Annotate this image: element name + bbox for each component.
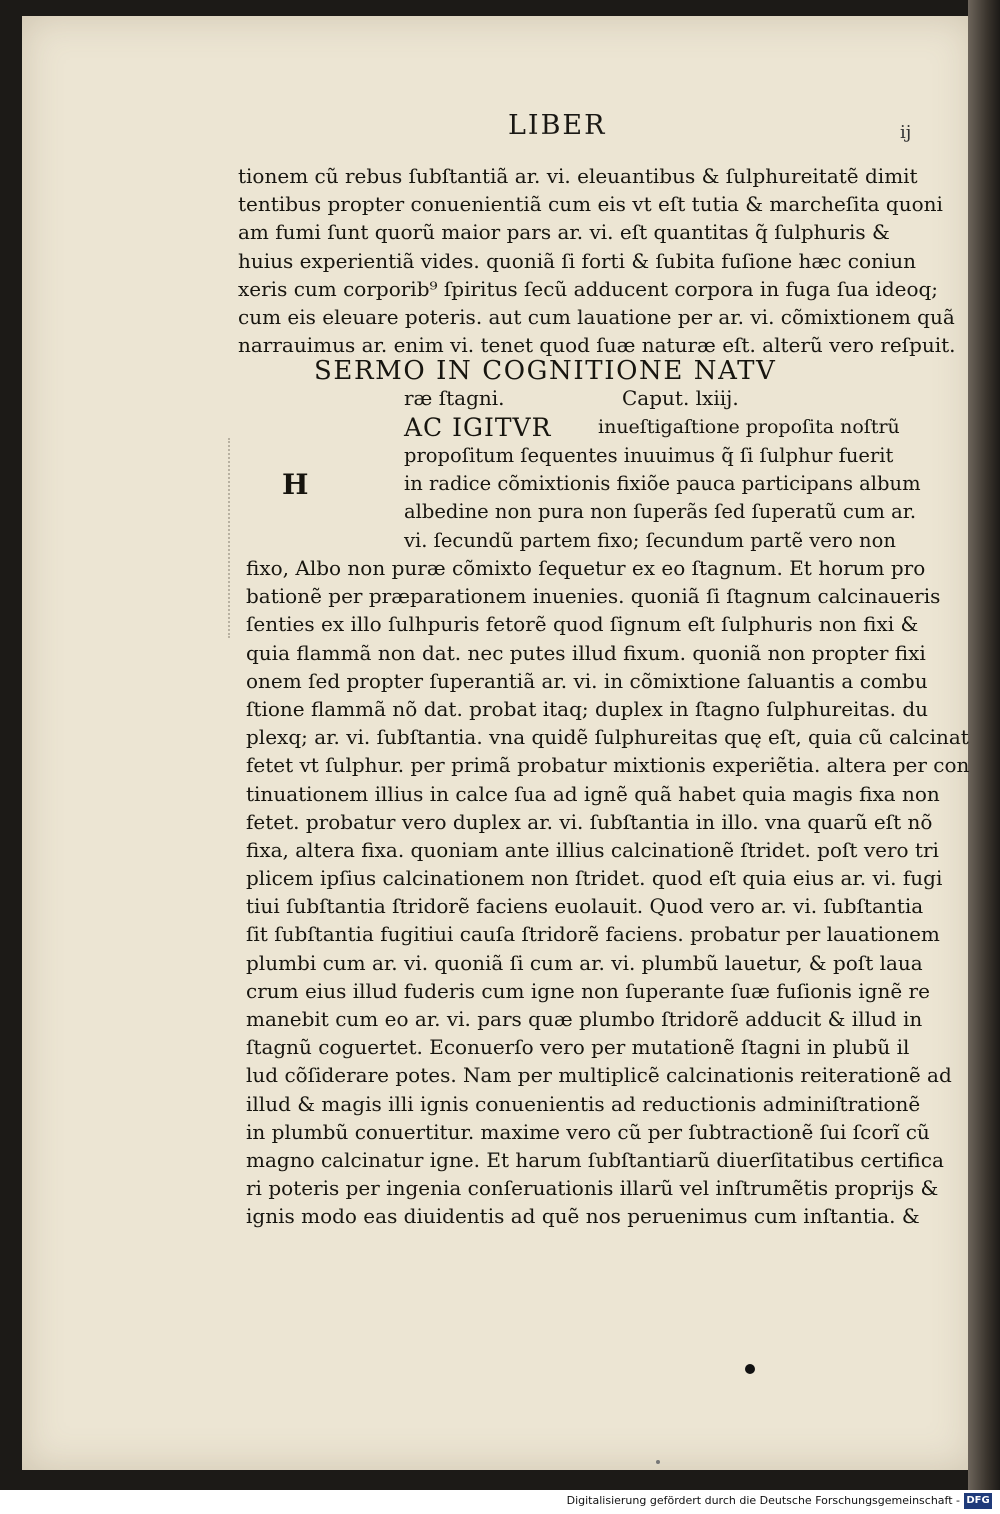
ink-dot [745,1364,755,1374]
opening-words: AC IGITVR [404,413,552,442]
text-line: tentibus propter conuenientiã cum eis vt eſt tutia & marcheſita quoni [238,192,943,217]
text-line: illud & magis illi ignis conuenientis ad reductionis adminiſtrationẽ [246,1091,921,1116]
text-line: huius experientiã vides. quoniã ſi forti & ſubita fuſione hæc coniun [238,248,917,273]
dfg-logo[interactable]: DFG [964,1493,992,1509]
text-line: ignis modo eas diuidentis ad quẽ nos peruenimus cum inſtantia. & [246,1204,920,1229]
text-line: ri poteris per ingenia conſeruationis illarũ vel inſtrumẽtis proprijs & [246,1176,939,1201]
section-heading: SERMO IN COGNITIONE NATV [314,356,777,386]
drop-initial: H [282,468,309,501]
text-line: narrauimus ar. enim vi. tenet quod ſuæ naturæ eſt. alterũ vero reſpuit. [238,333,956,358]
ink-specks [480,78,540,108]
footer-credit: Digitalisierung gefördert durch die Deutsche Forschungsgemeinschaft - [566,1494,960,1507]
text-line: xeris cum corporib⁹ ſpiritus ſecũ adducent corpora in fuga ſua ideoq; [238,276,939,301]
digitization-footer [0,1490,1000,1514]
paragraph-3 [246,554,969,1231]
chapter-label: Caput. lxiij. [622,386,739,410]
text-line: plicem ipſius calcinationem non ſtridet. quod eſt quia eius ar. vi. fugi [246,866,943,891]
opening-line-rest: inueſtigaſtione propoſita noſtrũ [598,416,900,438]
text-line: propoſitum ſequentes inuuimus q̃ ſi ſulphur fuerit [404,444,894,467]
section-heading-continuation: ræ ſtagni. [404,386,505,410]
text-line: lud cõſiderare potes. Nam per multiplicẽ calcinationis reiterationẽ ad [246,1063,952,1088]
text-line: bationẽ per præparationem inuenies. quoniã ſi ſtagnum calcinaueris [246,584,941,609]
book-binding-edge [968,0,1000,1490]
running-head: LIBER [508,110,607,141]
text-line: quia flammã non dat. nec putes illud fixum. quoniã non propter fixi [246,640,926,665]
text-line: in plumbũ conuertitur. maxime vero cũ per ſubtractionẽ ſui ſcorı̃ cũ [246,1119,930,1144]
scan-top-edge [0,0,1000,16]
text-line: tionem cũ rebus ſubſtantiã ar. vi. eleuantibus & ſulphureitatẽ dimit [238,164,918,188]
text-line: fetet vt ſulphur. per primã probatur mixtionis experiẽtia. altera per con [246,753,970,778]
text-line: manebit cum eo ar. vi. pars quæ plumbo ſtridorẽ adducit & illud in [246,1007,923,1031]
text-line: onem ſed propter ſuperantiã ar. vi. in cõmixtione ſaluantis a combu [246,668,928,693]
text-line: tiui ſubſtantia ſtridorẽ faciens euolauit. Quod vero ar. vi. ſubſtantia [246,894,924,919]
text-line: tinuationem illius in calce ſua ad ignẽ quã habet quia magis fixa non [246,781,940,806]
text-line: ſtagnũ coguertet. Econuerſo vero per mutationẽ ſtagni in plubũ il [246,1035,910,1060]
corner-mark: ij [900,122,912,143]
text-line: plumbi cum ar. vi. quoniã ſi cum ar. vi. plumbũ lauetur, & poſt laua [246,950,923,975]
text-line: cum eis eleuare poteris. aut cum lauatione per ar. vi. cõmixtionem quã [238,304,955,329]
paragraph-2 [404,442,921,555]
text-line: am fumi ſunt quorũ maior pars ar. vi. eſt quantitas q̃ ſulphuris & [238,220,890,245]
text-line: albedine non pura non ſuperãs ſed ſuperatũ cum ar. [404,500,917,524]
text-line: in radice cõmixtionis fixiõe pauca participans album [404,472,921,496]
text-line: ſtione flammã nõ dat. probat itaq; duplex in ſtagno ſulphureitas. du [246,696,929,721]
text-line: crum eius illud fuderis cum igne non ſuperante ſuæ fuſionis ignẽ re [246,978,930,1003]
text-line: ſenties ex illo ſulhpuris fetorẽ quod ſignum eſt ſulphuris non fixi & [246,612,919,637]
text-line: fixo, Albo non puræ cõmixto ſequetur ex eo ſtagnum. Et horum pro [246,556,926,580]
text-line: ſit ſubſtantia fugitiui cauſa ſtridorẽ faciens. probatur per lauationem [246,922,940,947]
margin-decoration [228,438,240,638]
text-line: plexq; ar. vi. ſubſtantia. vna quidẽ ſulphureitas quę eſt, quia cũ calcinat [246,725,969,750]
text-line: fetet. probatur vero duplex ar. vi. ſubſtantia in illo. vna quarũ eſt nõ [246,809,933,834]
text-line: vi. ſecundũ partem fixo; ſecundum partẽ vero non [404,528,896,552]
paragraph-1 [238,162,956,359]
text-line: fixa, altera fixa. quoniam ante illius calcinationẽ ſtridet. poſt vero tri [246,837,939,862]
text-line: magno calcinatur igne. Et harum ſubſtantiarũ diuerſitatibus certifica [246,1147,944,1172]
ink-speck [656,1460,660,1464]
